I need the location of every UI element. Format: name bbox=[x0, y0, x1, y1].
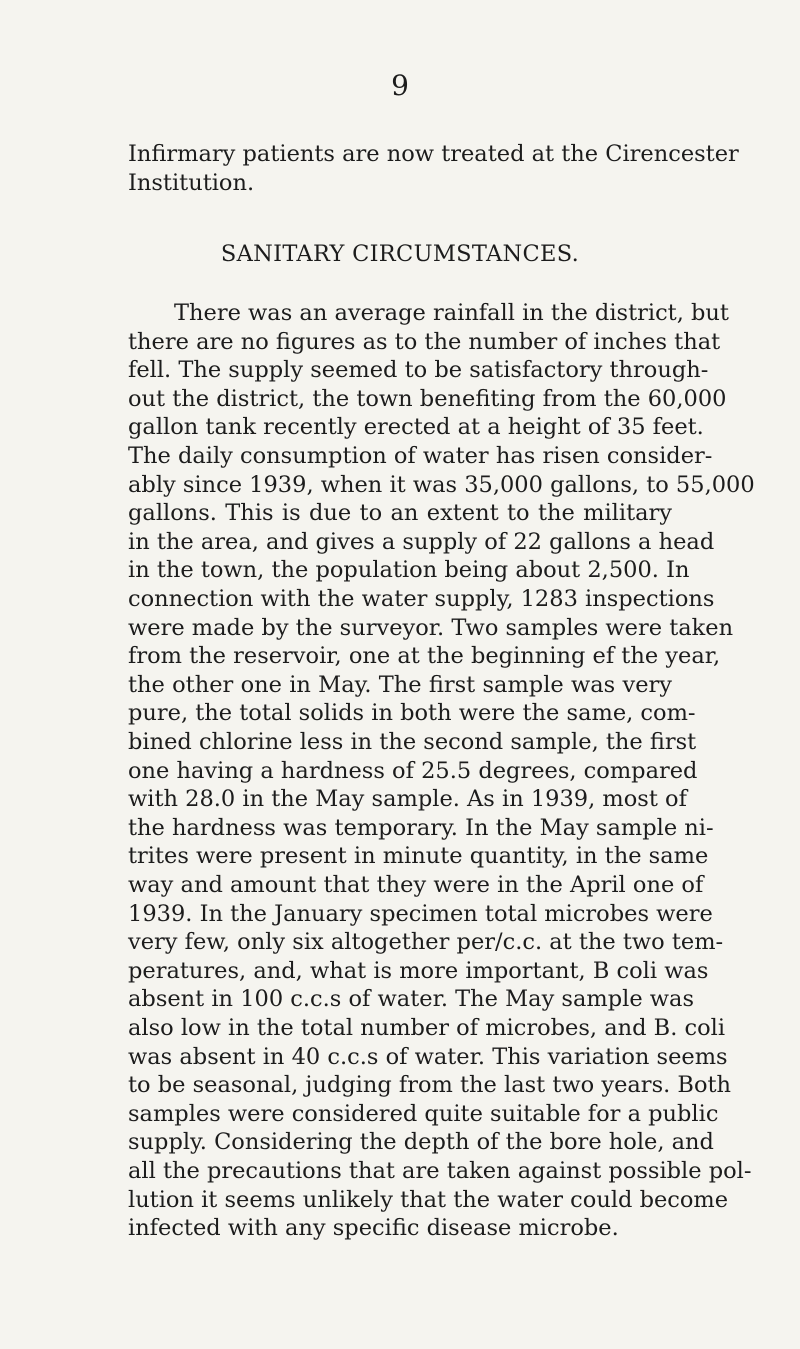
text-line: with 28.0 in the May sample. As in 1939, most of bbox=[128, 786, 687, 812]
text-line: samples were considered quite suitable for a public bbox=[128, 1101, 719, 1127]
text-line: were made by the surveyor. Two samples were taken bbox=[128, 615, 734, 641]
text-line: there are no figures as to the number of inches that bbox=[128, 329, 721, 355]
text-line: all the precautions that are taken against possible pol- bbox=[128, 1158, 752, 1184]
text-line: to be seasonal, judging from the last two years. Both bbox=[128, 1072, 732, 1098]
text-line: pure, the total solids in both were the same, com- bbox=[128, 700, 696, 726]
text-line: There was an average rainfall in the district, but bbox=[174, 300, 729, 326]
text-line: lution it seems unlikely that the water could become bbox=[128, 1187, 729, 1213]
text-line: the other one in May. The first sample was very bbox=[128, 672, 672, 698]
text-line: trites were present in minute quantity, in the same bbox=[128, 843, 709, 869]
text-line: was absent in 40 c.c.s of water. This variation seems bbox=[128, 1044, 728, 1070]
text-line: one having a hardness of 25.5 degrees, compared bbox=[128, 758, 698, 784]
text-line: very few, only six altogether per/c.c. at the two tem- bbox=[128, 929, 724, 955]
text-line: in the town, the population being about 2,500. In bbox=[128, 557, 690, 583]
text-line: in the area, and gives a supply of 22 gallons a head bbox=[128, 529, 715, 555]
text-line: way and amount that they were in the April one of bbox=[128, 872, 704, 898]
text-line: the hardness was temporary. In the May sample ni- bbox=[128, 815, 714, 841]
text-line: supply. Considering the depth of the bore hole, and bbox=[128, 1129, 714, 1155]
intro-line: Infirmary patients are now treated at the Cirencester bbox=[128, 141, 739, 167]
section-heading: SANITARY CIRCUMSTANCES. bbox=[220, 241, 580, 267]
text-line: peratures, and, what is more important, B coli was bbox=[128, 958, 709, 984]
text-line: also low in the total number of microbes, and B. coli bbox=[128, 1015, 726, 1041]
intro-line: Institution. bbox=[128, 170, 255, 196]
text-line: out the district, the town benefiting from the 60,000 bbox=[128, 386, 727, 412]
text-line: fell. The supply seemed to be satisfactory through- bbox=[128, 357, 709, 383]
text-line: bined chlorine less in the second sample, the first bbox=[128, 729, 697, 755]
text-line: ably since 1939, when it was 35,000 gallons, to 55,000 bbox=[128, 472, 755, 498]
text-line: absent in 100 c.c.s of water. The May sample was bbox=[128, 986, 695, 1012]
text-line: 1939. In the January specimen total microbes were bbox=[128, 901, 713, 927]
text-line: gallon tank recently erected at a height of 35 feet. bbox=[128, 414, 704, 440]
text-line: gallons. This is due to an extent to the military bbox=[128, 500, 672, 526]
text-line: from the reservoir, one at the beginning ef the year, bbox=[128, 643, 721, 669]
text-line: connection with the water supply, 1283 inspections bbox=[128, 586, 715, 612]
page-number: 9 bbox=[391, 69, 409, 102]
text-line: The daily consumption of water has risen consider- bbox=[128, 443, 713, 469]
text-line: infected with any specific disease microbe. bbox=[128, 1215, 619, 1241]
